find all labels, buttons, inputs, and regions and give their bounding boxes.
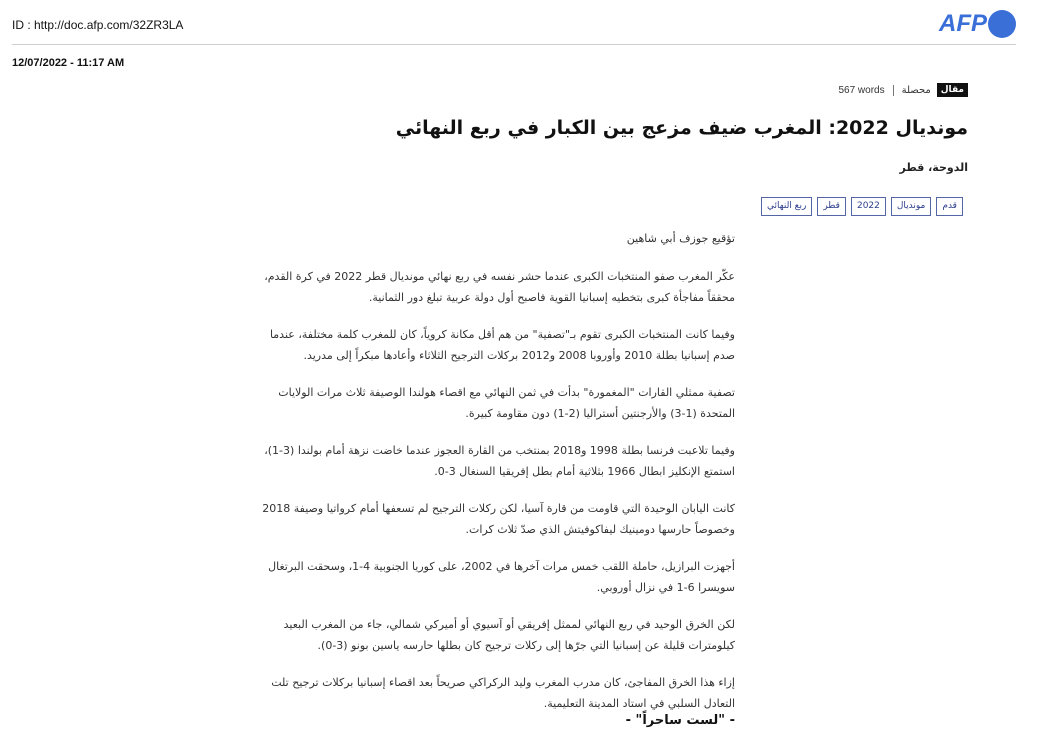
afp-logo-dot-icon <box>988 10 1016 38</box>
paragraph: أجهزت البرازيل، حاملة اللقب خمس مرات آخرها في 2002، على كوريا الجنوبية 4-1، وسحقت البرتغال سويسرا 6-1 في نزال أوروبي. <box>268 560 735 594</box>
paragraph: لكن الخرق الوحيد في ربع النهائي لممثل إفريقي أو آسيوي أو أميركي شمالي، جاء من المغرب البعيد كيلومترات قليلة عن إسبانيا التي جرّها إلى ركلات ترجيح كان بطلها حارسه ياسين بونو (3-0). <box>283 618 735 652</box>
section-subheading: - "لست ساحراً" - <box>625 713 735 728</box>
afp-logo <box>939 8 1016 40</box>
afp-logo-text: AFP <box>939 10 987 37</box>
tag-item[interactable]: ربع النهائي <box>761 197 812 216</box>
meta-divider <box>893 85 894 96</box>
document-id[interactable]: ID : http://doc.afp.com/32ZR3LA <box>12 18 184 32</box>
article-headline: مونديال 2022: المغرب ضيف مزعج بين الكبار في ربع النهائي <box>395 117 968 139</box>
tag-item[interactable]: 2022 <box>851 197 886 216</box>
tag-list <box>761 197 963 216</box>
paragraph: وفيما تلاعبت فرنسا بطلة 1998 و2018 بمنتخب من القارة العجوز عندما خاضت نزهة أمام بولندا (3-1)، استمتع الإنكليز ابطال 1966 بثلاثية أمام بطل إفريقيا السنغال 3-0. <box>264 444 735 478</box>
publish-datetime: 12/07/2022 - 11:17 AM <box>12 57 125 69</box>
paragraph: إزاء هذا الخرق المفاجئ، كان مدرب المغرب وليد الركراكي صريحاً بعد اقصاء إسبانيا بركلات ترجيح تلت التعادل السلبي في استاد المدينة التعليمية. <box>271 676 735 710</box>
article-type-badge: مقال <box>937 83 968 97</box>
paragraph: وفيما كانت المنتخبات الكبرى تقوم بـ"تصفية" من هم أقل مكانة كروياً، كان للمغرب كلمة مختلفة، عندما صدم إسبانيا بطلة 2010 وأوروبا 2008 و2012 بركلات الترجيح الثلاثاء وأعادها مبكراً إلى مدريد. <box>269 328 735 362</box>
word-count: 567 words <box>838 84 885 96</box>
tag-item[interactable]: مونديال <box>891 197 932 216</box>
byline: تؤقيع جوزف أبي شاهين <box>626 232 735 245</box>
article-body <box>245 266 735 730</box>
article-status: محصلة <box>901 84 931 96</box>
tag-item[interactable]: قطر <box>817 197 846 216</box>
paragraph: عكّر المغرب صفو المنتخبات الكبرى عندما حشر نفسه في ربع نهائي مونديال قطر 2022 في كرة القدم، محققاً مفاجأة كبرى بتخطيه إسبانيا القوية فاصبح أول دولة عربية تبلغ دور الثمانية. <box>264 270 735 304</box>
paragraph: تصفية ممثلي القارات "المغمورة" بدأت في ثمن النهائي مع اقصاء هولندا الوصيفة ثلاث مرات الولايات المتحدة (1-3) والأرجنتين أستراليا (2-1) دون مقاومة كبيرة. <box>278 386 735 420</box>
article-meta <box>838 83 968 97</box>
paragraph: كانت اليابان الوحيدة التي قاومت من قارة آسيا، لكن ركلات الترجيح لم تسعفها أمام كرواتيا وصيفة 2018 وخصوصاً حارسها دومينيك ليفاكوفيتش الذي صدّ ثلاث كرات. <box>262 502 735 536</box>
dateline: الدوحة، قطر <box>899 161 968 174</box>
top-bar <box>12 0 1016 45</box>
tag-item[interactable]: قدم <box>936 197 963 216</box>
